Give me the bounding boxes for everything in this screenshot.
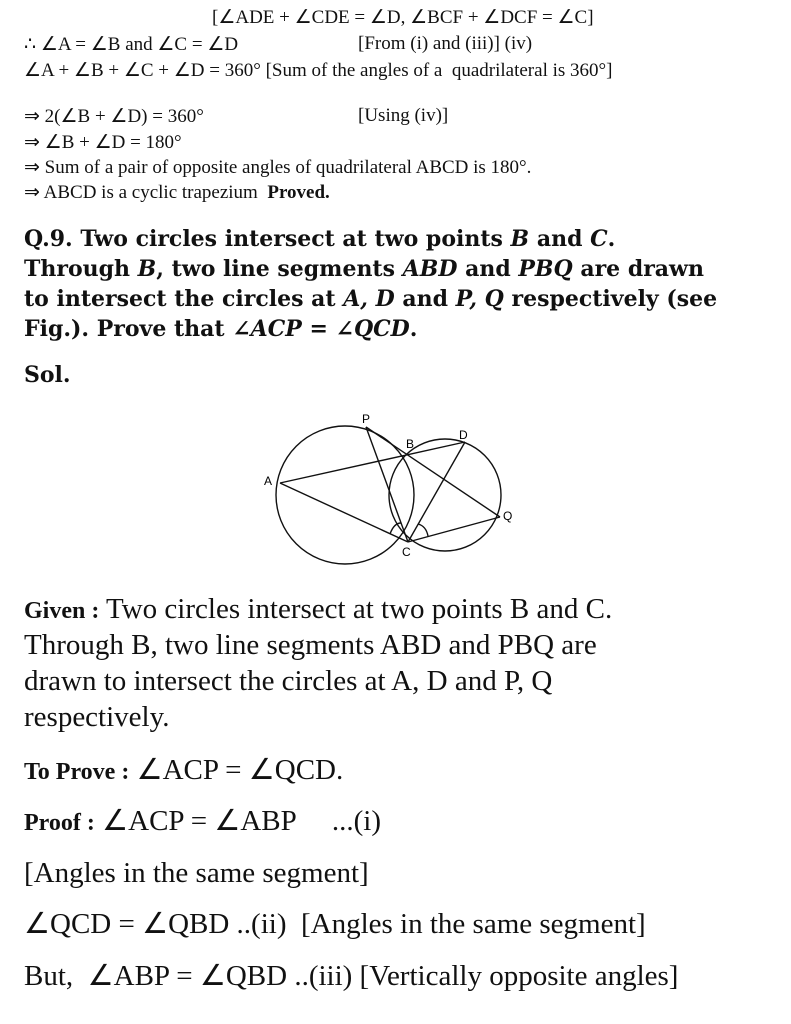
segment-ABD [280, 442, 465, 483]
top-line-3: ∠A + ∠B + ∠C + ∠D = 360° [Sum of the angles of a quadrilateral is 360°] [24, 60, 613, 81]
top-line-4b: [Using (iv)] [358, 105, 449, 126]
segment-QC [408, 517, 500, 542]
step-line-2: ∠QCD = ∠QBD ..(ii) [Angles in the same segment] [24, 908, 646, 940]
label-A: A [264, 474, 273, 488]
reason-line-1: [Angles in the same segment] [24, 857, 369, 889]
question-line-1: Q.9. Two circles intersect at two points B and C. [24, 226, 616, 252]
question-line-2: Through B, two line segments ABD and PBQ are drawn [24, 256, 704, 282]
to-prove-line: To Prove : ∠ACP = ∠QCD. [24, 754, 344, 786]
angle-mark-QCD [418, 524, 428, 536]
top-line-2b: [From (i) and (iii)] (iv) [358, 33, 533, 54]
step-line-3: But, ∠ABP = ∠QBD ..(iii) [Vertically opposite angles] [24, 960, 679, 992]
given-line-3: drawn to intersect the circles at A, D and P, Q [24, 665, 553, 697]
label-C: C [402, 545, 411, 559]
conclusion-text: ⇒ ABCD is a cyclic trapezium [24, 182, 258, 203]
label-P: P [362, 412, 371, 426]
label-Q: Q [503, 509, 513, 523]
given-line-1: Given : Two circles intersect at two points B and C. [24, 593, 613, 625]
label-B: B [406, 437, 415, 451]
to-prove-label: To Prove : [24, 759, 130, 785]
top-line-1: [∠ADE + ∠CDE = ∠D, ∠BCF + ∠DCF = ∠C] [212, 7, 594, 28]
segment-DC [408, 442, 465, 542]
given-line-4: respectively. [24, 701, 170, 733]
question-line-4: Fig.). Prove that ∠ACP = ∠QCD. [24, 316, 418, 342]
top-line-2a: ∴ ∠A = ∠B and ∠C = ∠D [24, 34, 239, 55]
top-line-5: ⇒ ∠B + ∠D = 180° [24, 132, 182, 153]
segment-PC [366, 427, 408, 542]
left-circle [276, 426, 414, 564]
given-label: Given : [24, 598, 100, 624]
label-D: D [459, 428, 468, 442]
two-circles-figure [260, 405, 530, 575]
proof-label: Proof : [24, 810, 95, 836]
top-line-7 [24, 181, 330, 204]
top-line-6: ⇒ Sum of a pair of opposite angles of quadrilateral ABCD is 180°. [24, 157, 532, 178]
question-line-3: to intersect the circles at A, D and P, Q respectively (see [24, 286, 718, 312]
given-line-2: Through B, two line segments ABD and PBQ are [24, 629, 597, 661]
sol-label: Sol. [24, 362, 71, 388]
top-line-4a: ⇒ 2(∠B + ∠D) = 360° [24, 106, 204, 127]
proved-label: Proved. [267, 182, 330, 203]
proof-line: Proof : ∠ACP = ∠ABP ...(i) [24, 805, 382, 837]
